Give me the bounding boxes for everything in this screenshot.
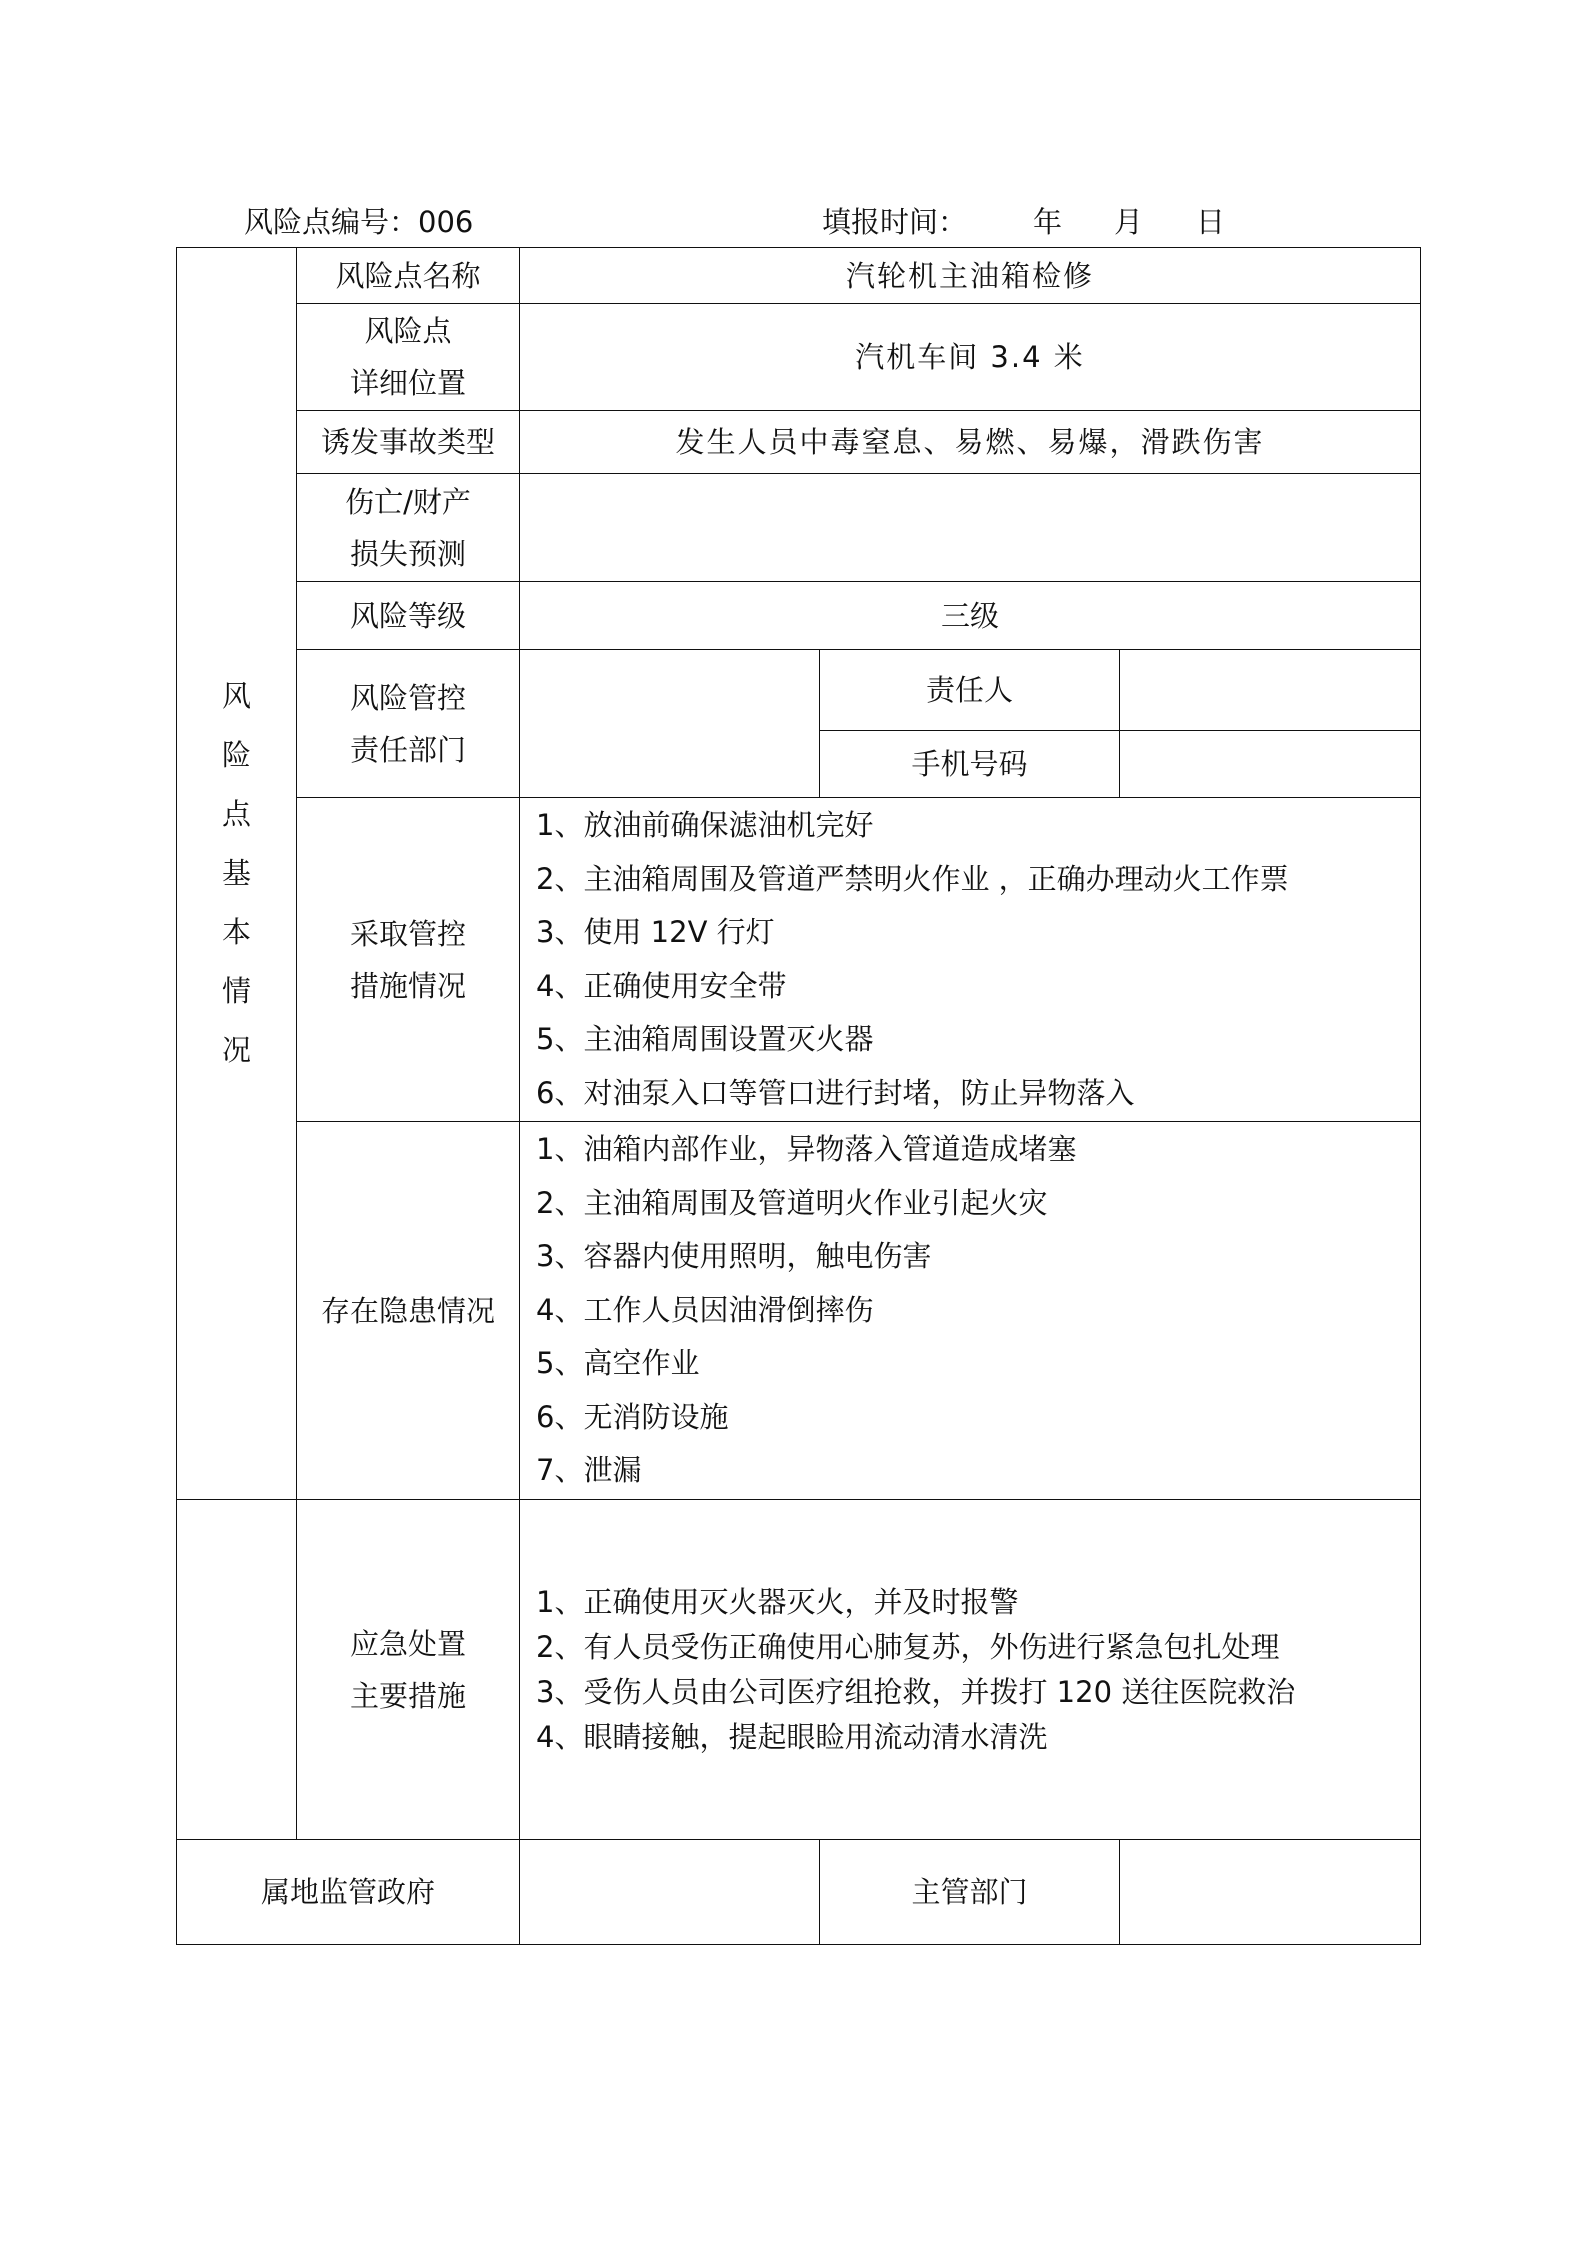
measures-label-line: 措施情况 (349, 968, 466, 1003)
risk-point-table (176, 247, 1421, 1945)
list-item: 6、无消防设施 (536, 1399, 729, 1434)
measures-list (520, 798, 1421, 1122)
emergency-label-line: 主要措施 (349, 1678, 466, 1713)
list-item: 1、油箱内部作业，异物落入管道造成堵塞 (536, 1132, 1077, 1167)
side-title-char: 风 (221, 679, 251, 713)
loss-forecast-value (520, 474, 1421, 582)
list-item: 2、主油箱周围及管道严禁明火作业 ，正确办理动火工作票 (536, 861, 1289, 896)
side-title-char: 点 (221, 797, 251, 831)
list-item: 1、正确使用灭火器灭火，并及时报警 (536, 1584, 1019, 1619)
phone-value (1120, 731, 1421, 798)
location-label-line: 风险点 (364, 314, 452, 348)
hazards-label: 存在隐患情况 (297, 1122, 520, 1500)
form-header (0, 202, 1587, 242)
side-title (177, 248, 297, 1500)
control-dept-label-line: 风险管控 (349, 680, 466, 715)
side-title-char: 况 (221, 1033, 251, 1067)
list-item: 3、受伤人员由公司医疗组抢救，并拨打 120 送往医院救治 (536, 1674, 1296, 1709)
responsible-person-label: 责任人 (820, 650, 1120, 731)
fill-date-day: 日 (1196, 205, 1226, 239)
loss-forecast-label-line: 伤亡/财产 (345, 484, 471, 519)
list-item: 3、使用 12V 行灯 (536, 915, 775, 949)
supervising-dept-label: 主管部门 (820, 1840, 1120, 1945)
control-dept-label (297, 650, 520, 798)
list-item: 3、容器内使用照明，触电伤害 (536, 1239, 932, 1274)
emergency-label-line: 应急处置 (349, 1626, 466, 1661)
phone-label: 手机号码 (820, 731, 1120, 798)
side-title-char: 情 (221, 974, 251, 1008)
supervising-dept-value (1120, 1840, 1421, 1945)
risk-point-code: 风险点编号：006 (244, 205, 474, 239)
list-item: 1、放油前确保滤油机完好 (536, 808, 874, 842)
side-title-continuation (177, 1500, 297, 1840)
fill-date-year: 年 (1033, 205, 1063, 239)
accident-type-label: 诱发事故类型 (297, 411, 520, 474)
location-value: 汽机车间 3.4 米 (520, 304, 1421, 411)
list-item: 6、对油泵入口等管口进行封堵，防止异物落入 (536, 1075, 1135, 1110)
gov-label: 属地监管政府 (177, 1840, 520, 1945)
emergency-list (520, 1500, 1421, 1840)
list-item: 5、高空作业 (536, 1346, 700, 1381)
risk-name-value: 汽轮机主油箱检修 (520, 248, 1421, 304)
list-item: 4、工作人员因油滑倒摔伤 (536, 1292, 874, 1327)
fill-date-month: 月 (1114, 205, 1144, 239)
side-title-char: 险 (221, 738, 251, 772)
control-dept-value (520, 650, 820, 798)
list-item: 2、有人员受伤正确使用心肺复苏，外伤进行紧急包扎处理 (536, 1629, 1280, 1664)
location-label (297, 304, 520, 411)
side-title-char: 基 (221, 856, 251, 890)
list-item: 2、主油箱周围及管道明火作业引起火灾 (536, 1185, 1048, 1220)
hazards-list (520, 1122, 1421, 1500)
responsible-person-value (1120, 650, 1421, 731)
measures-label (297, 798, 520, 1122)
gov-value (520, 1840, 820, 1945)
location-label-line: 详细位置 (349, 366, 466, 400)
loss-forecast-label (297, 474, 520, 582)
emergency-label (297, 1500, 520, 1840)
measures-label-line: 采取管控 (349, 916, 466, 951)
risk-level-value: 三级 (520, 582, 1421, 650)
risk-name-label: 风险点名称 (297, 248, 520, 304)
risk-level-label: 风险等级 (297, 582, 520, 650)
list-item: 7、泄漏 (536, 1453, 642, 1488)
fill-date-label: 填报时间： (822, 205, 968, 239)
loss-forecast-label-line: 损失预测 (349, 536, 466, 571)
accident-type-value: 发生人员中毒窒息、易燃、易爆，滑跌伤害 (520, 411, 1421, 474)
control-dept-label-line: 责任部门 (349, 732, 466, 767)
list-item: 4、眼睛接触，提起眼睑用流动清水清洗 (536, 1719, 1048, 1754)
list-item: 5、主油箱周围设置灭火器 (536, 1022, 874, 1056)
list-item: 4、正确使用安全带 (536, 968, 787, 1003)
side-title-char: 本 (221, 915, 251, 949)
